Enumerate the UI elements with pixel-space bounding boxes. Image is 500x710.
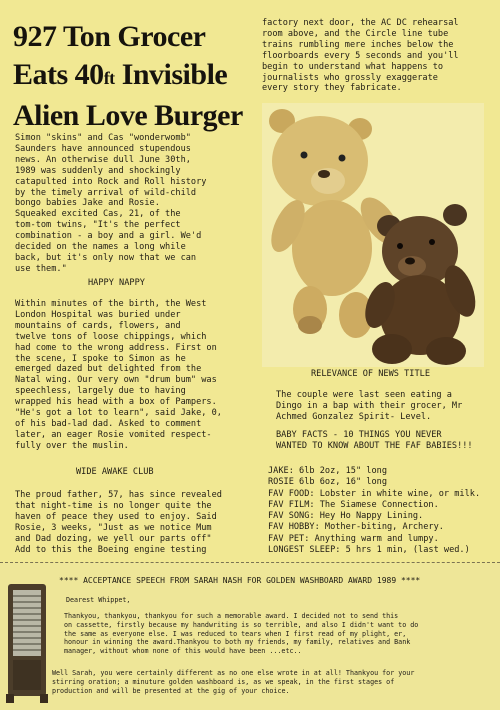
headline: [13, 18, 248, 135]
fact-item: LONGEST SLEEP: 5 hrs 1 min, (last wed.): [268, 545, 470, 556]
fact-item: FAV SONG: Hey Ho Nappy Lining.: [268, 511, 424, 522]
fact-item: FAV FILM: The Siamese Connection.: [268, 499, 439, 510]
fact-item: FAV FOOD: Lobster in white wine, or milk.: [268, 488, 481, 499]
headline-ft-unit: ft: [103, 68, 115, 88]
baby-facts-heading: BABY FACTS - 10 THINGS YOU NEVER WANTED TO KNOW ABOUT THE FAF BABIES!!!: [276, 430, 473, 451]
fact-item: JAKE: 6lb 2oz, 15" long: [268, 466, 387, 476]
subhead-wide-awake-club: WIDE AWAKE CLUB: [76, 467, 154, 477]
subhead-happy-nappy: HAPPY NAPPY: [88, 278, 145, 288]
baby-facts-list: [268, 466, 496, 556]
headline-line-1: 927 Ton Grocer: [13, 20, 206, 53]
birth-paragraph: Within minutes of the birth, the West London Hospital was buried under mountains of cards, flowers, and twelve tons of loose chippings, which had come to the wrong address. First on the scene, I spoke to Simon as he emerged dazed but delighted from the Natal wing. Our very own "drum bum" was speechless, largely due to having wrapped his head with a box of Pampers. "He's got a lot to learn", said Jake, 0, of his bad-lad dad. Asked to comment later, an eager Rosie vomited respect- fully over the muslin.: [15, 299, 222, 451]
photo-caption: RELEVANCE OF NEWS TITLE: [311, 369, 430, 379]
letter-paragraph-2: Well Sarah, you were certainly different as no one else wrote in at all! Thankyou for your stirring oration; a minuture golden washboard is, as we speak, in the first stages of production and will be presented at the gig of your choice.: [52, 669, 415, 695]
fact-item: FAV PET: Anything warm and lumpy.: [268, 533, 439, 544]
headline-line-2-text: Eats 40: [13, 58, 104, 91]
acceptance-speech-title: **** ACCEPTANCE SPEECH FROM SARAH NASH FOR GOLDEN WASHBOARD AWARD 1989 ****: [59, 576, 421, 585]
washboard-icon: [2, 580, 52, 705]
teddy-bears-photo: [262, 103, 484, 367]
teddy-bears-illustration: [262, 103, 484, 367]
fact-item: FAV HOBBY: Mother-biting, Archery.: [268, 522, 444, 533]
headline-line-2: [13, 56, 248, 97]
letter-paragraph-1: Thankyou, thankyou, thankyou for such a memorable award. I decided not to send this on cassette, firstly because my handwriting is so terrible, and also I didn't want to do the same as everyone else. I was reduced to tears when I first read of my plight, er, honour in winning the award.Thankyou to both my friends, my family, relatives and Bank manager, without whom none of this would have been ...etc..: [64, 612, 419, 656]
headline-line-3: Alien Love Burger: [13, 99, 243, 132]
father-paragraph: The proud father, 57, has since revealed that night-time is no longer quite the haven of peace they used to enjoy. Said Rosie, 3 weeks, "Just as we notice Mum and Dad dozing, we yell our parts off" Add to this the Boeing engine testing: [15, 490, 222, 555]
dark-teddy-bear: [360, 204, 482, 365]
couple-paragraph: The couple were last seen eating a Dingo in a bap with their grocer, Mr Achmed Gonzalez Spirit- Level.: [276, 390, 463, 422]
headline-line-2-tail: Invisible: [114, 58, 228, 91]
right-column-top-paragraph: factory next door, the AC DC rehearsal room above, and the Circle line tube trains rumbling mere inches below the floorboards every 5 seconds and you'll begin to understand what happens to journalists who grossly exaggerate every story they fabricate.: [262, 18, 459, 94]
intro-paragraph: Simon "skins" and Cas "wonderwomb" Saunders have announced stupendous news. An otherwise dull June 30th, 1989 was suddenly and shockingly catapulted into Rock and Roll history by the timely arrival of wild-child bongo babies Jake and Rosie. Squeaked excited Cas, 21, of the tom-tom twins, "It's the perfect combination - a boy and a girl. We'd decided on the names a long while back, but it's only now that we can use them.": [15, 133, 207, 274]
fact-item: ROSIE 6lb 6oz, 16" long: [268, 477, 387, 488]
letter-salutation: Dearest Whippet,: [66, 596, 131, 604]
